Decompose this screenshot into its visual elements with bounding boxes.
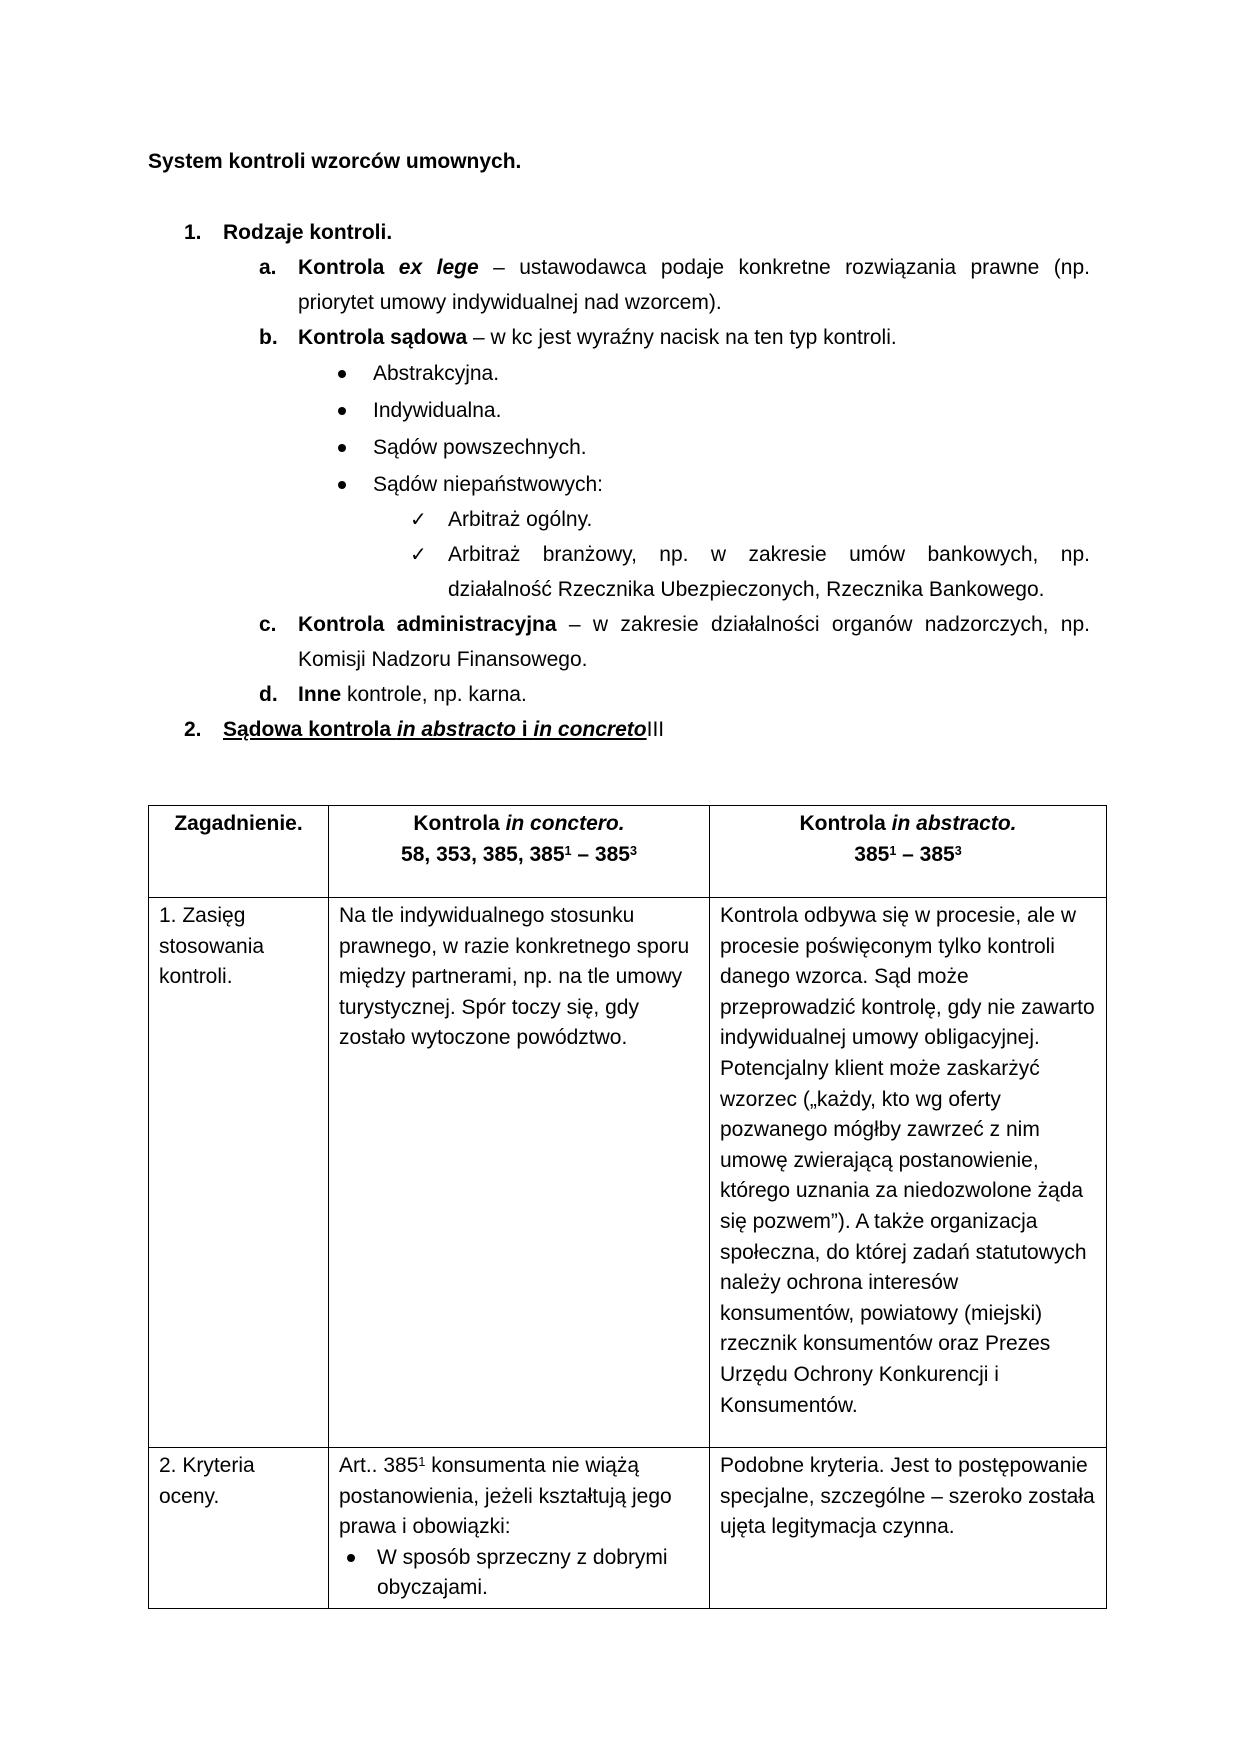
list-item: W sposób sprzeczny z dobrymi obyczajami. <box>339 1543 699 1604</box>
table-row <box>149 1448 1107 1609</box>
item-c-line1: Kontrola administracyjna – w zakresie działalności organów nadzorczych, np. <box>298 613 1091 636</box>
item-c-letter: c. <box>259 613 277 636</box>
table-header-row <box>149 806 1107 898</box>
bullet-dot <box>338 481 346 489</box>
item-c-line2: Komisji Nadzoru Finansowego. <box>298 648 588 671</box>
item-a-line1: Kontrola ex lege – ustawodawca podaje konkretne rozwiązania prawne (np. <box>298 256 1090 279</box>
item-d-letter: d. <box>259 683 278 706</box>
bullet-dot <box>338 370 346 378</box>
check-arbitraz-branzowy-line1: Arbitraż branżowy, np. w zakresie umów bankowych, np. <box>448 543 1090 566</box>
bullet-abstrakcyjna: Abstrakcyjna. <box>373 362 500 385</box>
row2-in-concreto: Art.. $385^1$ konsumenta nie wiążą postanowienia, jeżeli kształtują jego prawa i obowiązki: W sposób sprzeczny z dobrymi obyczajami. <box>329 1448 710 1609</box>
check-arbitraz-branzowy-line2: działalność Rzecznika Ubezpieczonych, Rzecznika Bankowego. <box>448 578 1045 601</box>
row2-topic: 2. Kryteria oceny. <box>149 1448 329 1609</box>
bullet-sadow-niepanstwowych: Sądów niepaństwowych: <box>373 473 603 496</box>
item-a-line2: priorytet umowy indywidualnej nad wzorcem). <box>298 291 722 314</box>
item-b-letter: b. <box>259 326 278 349</box>
row1-in-abstracto: Kontrola odbywa się w procesie, ale w procesie poświęconym tylko kontroli danego wzorca. Sąd może przeprowadzić kontrolę, gdy nie zawarto indywidualnej umowy obligacyjnej. Potencjalny klient może zaskarżyć wzorzec („każdy, kto wg oferty pozwanego mógłby zawrzeć z nim umowę zwierającą postanowienie, którego uznania za niedozwolone żąda się pozwem”). A także organizacja społeczna, do której zadań statutowych należy ochrona interesów konsumentów, powiatowy (miejski) rzecznik konsumentów oraz Prezes Urzędu Ochrony Konkurencji i Konsumentów. <box>710 898 1107 1448</box>
row1-in-concreto: Na tle indywidualnego stosunku prawnego, w razie konkretnego sporu między partnerami, np. na tle umowy turystycznej. Spór toczy się, gdy zostało wytoczone powództwo. <box>329 898 710 1448</box>
header-zagadnienie: Zagadnienie. <box>149 806 329 898</box>
item-a-letter: a. <box>259 256 277 279</box>
comparison-table <box>148 805 1107 1609</box>
header-in-abstracto: Kontrola in abstracto. $385^1 - 385^3$ <box>710 806 1107 898</box>
checkmark-icon: ✓ <box>410 542 427 566</box>
bullet-dot <box>347 1554 355 1562</box>
bullet-dot <box>338 407 346 415</box>
section-2-title: Sądowa kontrola in abstracto i in concretoIII <box>223 718 665 741</box>
item-b-line1: Kontrola sądowa – w kc jest wyraźny nacisk na ten typ kontroli. <box>298 326 897 349</box>
row1-topic: 1. Zasięg stosowania kontroli. <box>149 898 329 1448</box>
item-d-line1: Inne kontrole, np. karna. <box>298 683 527 706</box>
table-row <box>149 898 1107 1448</box>
check-arbitraz-ogolny: Arbitraż ogólny. <box>448 508 593 531</box>
checkmark-icon: ✓ <box>410 507 427 531</box>
document-title: System kontroli wzorców umownych. <box>148 150 522 173</box>
bullet-sadow-powszechnych: Sądów powszechnych. <box>373 436 587 459</box>
section-1-title: Rodzaje kontroli. <box>223 221 393 244</box>
header-in-concreto: Kontrola in conctero. 58, 353, 385, $385^1 - 385^3$ <box>329 806 710 898</box>
row2-in-abstracto: Podobne kryteria. Jest to postępowanie specjalne, szczególne – szeroko została ujęta legitymacja czynna. <box>710 1448 1107 1609</box>
section-1-heading: 1. <box>184 221 202 244</box>
bullet-dot <box>338 444 346 452</box>
bullet-indywidualna: Indywidualna. <box>373 399 502 422</box>
section-2-num: 2. <box>184 718 202 741</box>
